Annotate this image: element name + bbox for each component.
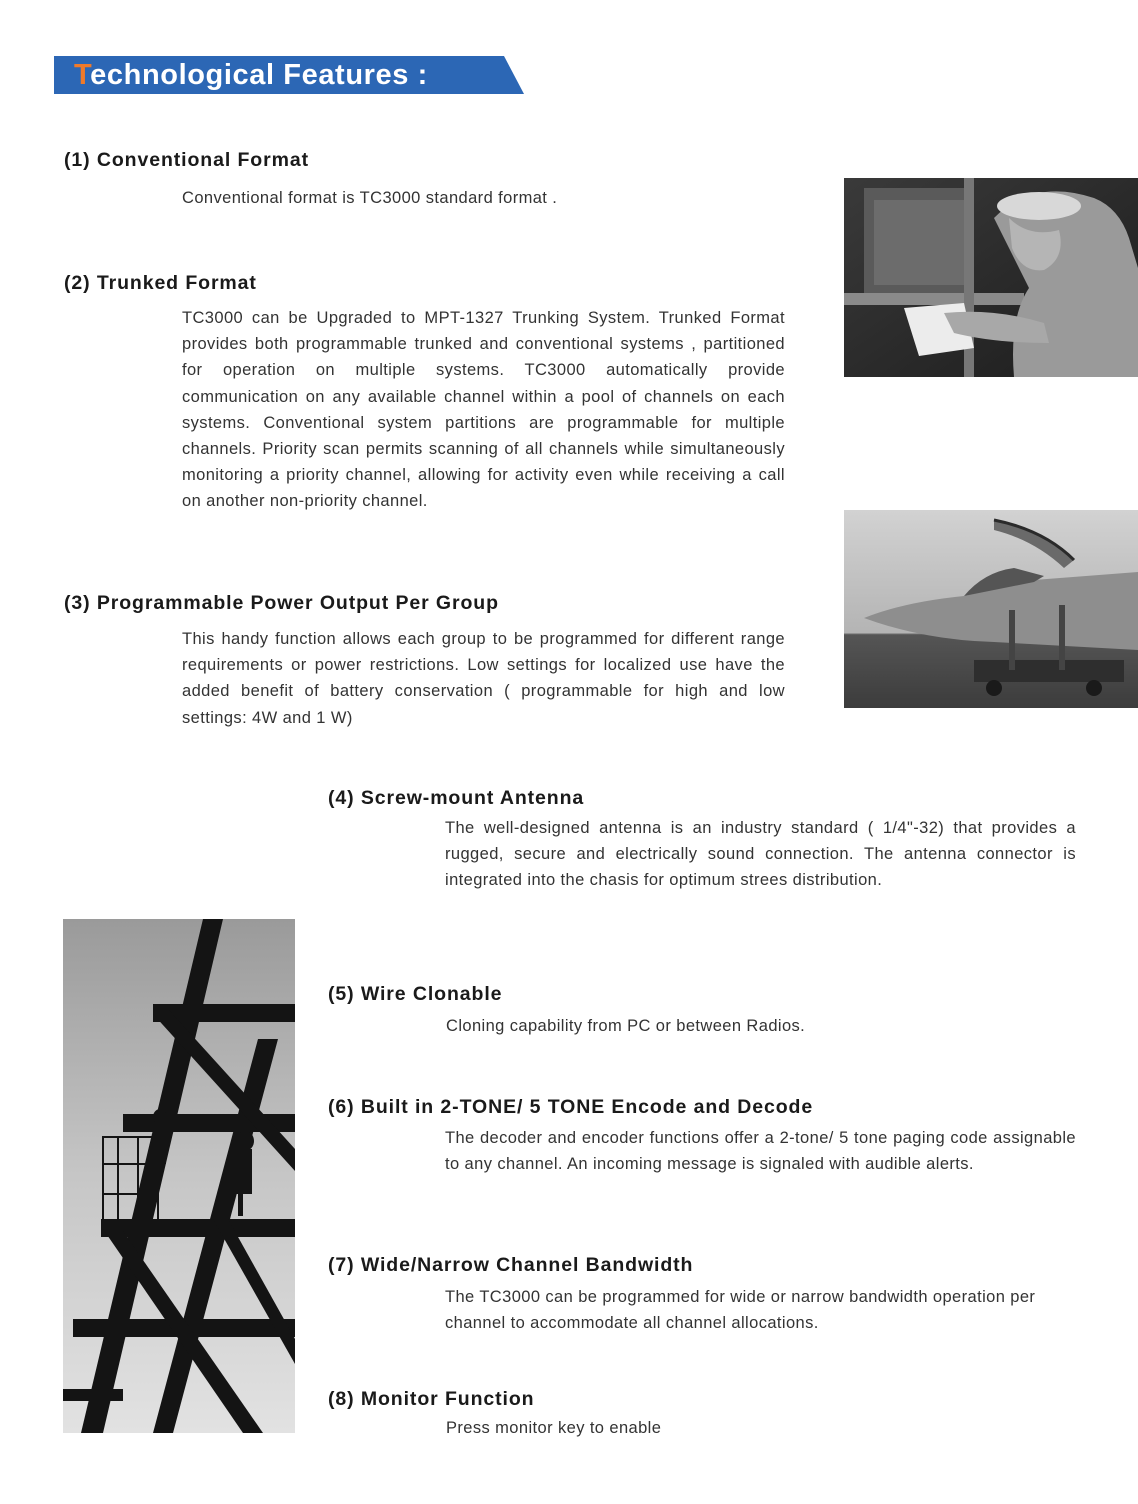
title-first-letter: T (74, 59, 91, 91)
feature-heading-2: (2) Trunked Format (64, 272, 257, 294)
section-banner (54, 56, 526, 94)
feature-heading-3: (3) Programmable Power Output Per Group (64, 592, 499, 614)
feature-heading-7: (7) Wide/Narrow Channel Bandwidth (328, 1254, 694, 1276)
worker-with-hardhat-photo (844, 178, 1138, 377)
feature-heading-5: (5) Wire Clonable (328, 983, 503, 1005)
feature-text-6: The decoder and encoder functions offer a 2-tone/ 5 tone paging code assignable to any channel. An incoming message is signaled with audible alerts. (445, 1129, 1076, 1174)
feature-text-4: The well-designed antenna is an industry standard ( 1/4"-32) that provides a rugged, secure and electrically sound connection. The antenna connector is integrated into the chasis for optimum strees distribution. (445, 819, 1076, 890)
feature-heading-1: (1) Conventional Format (64, 149, 309, 171)
title-rest: echnological Features : (90, 59, 428, 91)
page-title (74, 58, 428, 92)
feature-text-8: Press monitor key to enable (446, 1419, 662, 1437)
feature-text-3: This handy function allows each group to be programmed for different range requirements or power restrictions. Low settings for localized use have the added benefit of battery conservation ( programmable for high and low settings: 4W and 1 W) (182, 630, 785, 727)
feature-heading-8: (8) Monitor Function (328, 1388, 535, 1410)
feature-text-7: The TC3000 can be programmed for wide or narrow bandwidth operation per channel to accommodate all channel allocations. (445, 1288, 1036, 1333)
fighter-jet-photo (844, 510, 1138, 708)
feature-heading-6: (6) Built in 2-TONE/ 5 TONE Encode and Decode (328, 1096, 814, 1118)
feature-text-1: Conventional format is TC3000 standard format . (182, 189, 558, 207)
steel-frame-workers-photo (63, 919, 295, 1433)
feature-heading-4: (4) Screw-mount Antenna (328, 787, 585, 809)
feature-text-2: TC3000 can be Upgraded to MPT-1327 Trunking System. Trunked Format provides both programmable trunked and conventional systems , partitioned for operation on multiple systems. TC3000 automatically provide communication on any available channel within a pool of channels on each systems. Conventional system partitions are programmable for multiple channels. Priority scan permits scanning of all channels while simultaneously monitoring a priority channel, allowing for activity even while receiving a call on another non-priority channel. (182, 309, 785, 511)
feature-text-5: Cloning capability from PC or between Radios. (446, 1017, 806, 1035)
